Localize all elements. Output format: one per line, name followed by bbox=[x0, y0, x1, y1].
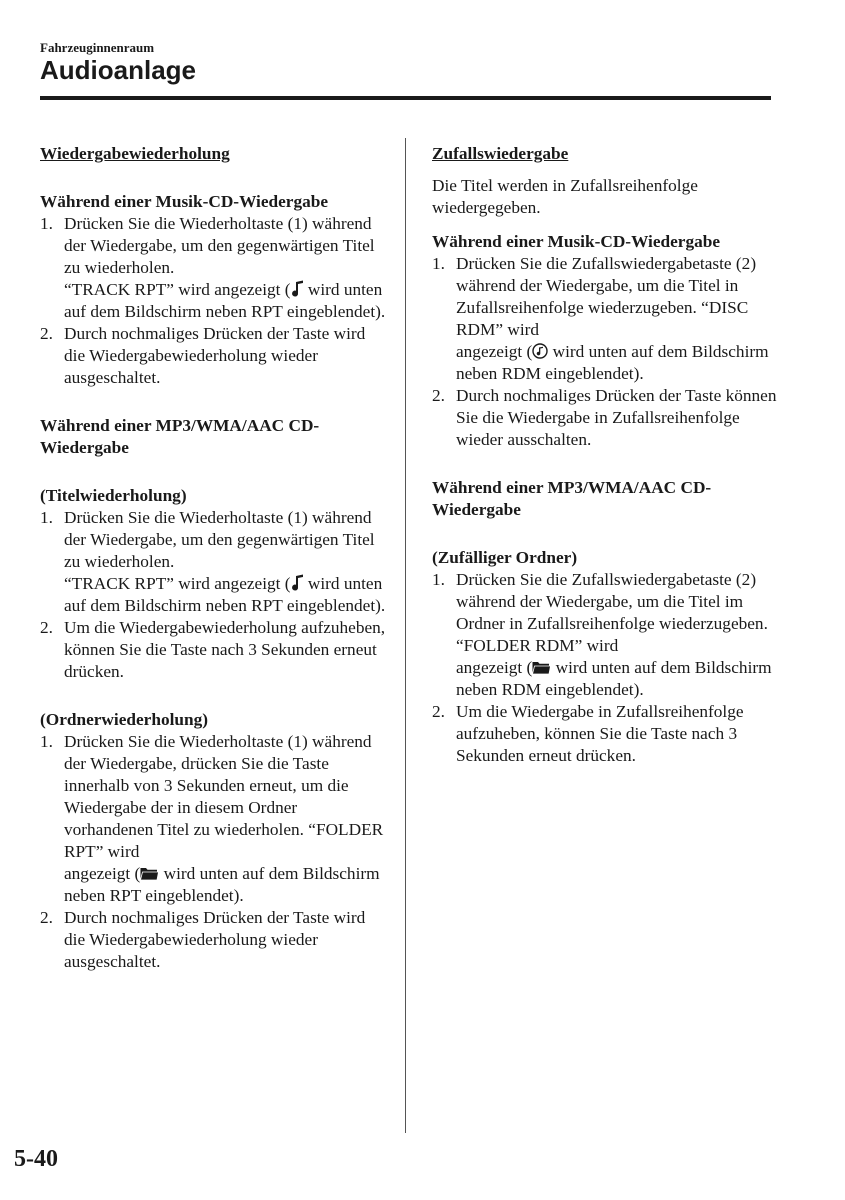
list-text: Um die Wiedergabe in Zufallsreihenfolge aufzuheben, können Sie die Taste nach 3 Sekunden erneut drücken. bbox=[456, 702, 744, 765]
step-text: Drücken Sie die Zufallswiedergabetaste (2) während der Wiedergabe, um die Titel im Ordner in Zufallsreihenfolge wiederzugeben. “FOLDER RDM” wird bbox=[456, 570, 768, 655]
list-number: 1. bbox=[40, 732, 53, 751]
subheading-music-cd: Während einer Musik-CD-Wiedergabe bbox=[432, 232, 721, 251]
folder-icon bbox=[532, 660, 551, 675]
step-text: wird unten auf dem Bildschirm neben RPT eingeblendet). bbox=[64, 280, 386, 321]
list-number: 2. bbox=[432, 386, 445, 405]
list-item bbox=[40, 617, 390, 683]
list-number: 1. bbox=[432, 254, 445, 273]
list-number: 2. bbox=[432, 702, 445, 721]
step-text: Drücken Sie die Wiederholtaste (1) während der Wiedergabe, um den gegenwärtigen Titel zu wiederholen. bbox=[64, 214, 375, 277]
step-text: angezeigt ( bbox=[456, 342, 533, 361]
step-text: Drücken Sie die Wiederholtaste (1) während der Wiedergabe, um den gegenwärtigen Titel zu wiederholen. bbox=[64, 508, 375, 571]
title-rule bbox=[40, 96, 771, 100]
steps-music-cd-repeat bbox=[40, 213, 390, 389]
step-text: angezeigt ( bbox=[456, 658, 533, 677]
list-item bbox=[40, 213, 390, 323]
list-number: 1. bbox=[40, 214, 53, 233]
step-text: “TRACK RPT” wird angezeigt ( bbox=[64, 280, 291, 299]
list-item bbox=[40, 731, 390, 907]
step-text: wird unten auf dem Bildschirm neben RDM eingeblendet). bbox=[456, 342, 769, 383]
intro-text: Die Titel werden in Zufallsreihenfolge wiedergegeben. bbox=[432, 176, 698, 217]
list-text: Durch nochmaliges Drücken der Taste wird die Wiedergabewiederholung wieder ausgeschaltet. bbox=[64, 908, 366, 971]
list-item bbox=[432, 569, 787, 701]
folder-icon bbox=[140, 866, 159, 881]
list-item bbox=[432, 701, 787, 767]
step-text: Drücken Sie die Wiederholtaste (1) während der Wiedergabe, drücken Sie die Taste innerhalb von 3 Sekunden erneut, um die Wiedergabe der in diesem Ordner vorhandenen Titel zu wiederholen. “FOLDER RPT” wird bbox=[64, 732, 384, 861]
music-note-icon bbox=[291, 574, 304, 591]
list-text: Um die Wiedergabewiederholung aufzuheben, können Sie die Taste nach 3 Sekunden erneut drücken. bbox=[64, 618, 386, 681]
list-text: Durch nochmaliges Drücken der Taste können Sie die Wiedergabe in Zufallsreihenfolge wieder ausschalten. bbox=[456, 386, 777, 449]
steps-music-cd-random bbox=[432, 253, 787, 451]
list-text bbox=[64, 507, 390, 617]
list-number: 2. bbox=[40, 618, 53, 637]
heading-repeat-playback: Wiedergabewiederholung bbox=[40, 144, 230, 163]
subheading-mp3-cd: Während einer MP3/WMA/AAC CD-Wiedergabe bbox=[40, 416, 320, 457]
subheading-folder-repeat: (Ordnerwiederholung) bbox=[40, 710, 209, 729]
step-text: wird unten auf dem Bildschirm neben RPT eingeblendet). bbox=[64, 574, 386, 615]
list-number: 2. bbox=[40, 908, 53, 927]
list-text bbox=[64, 731, 390, 907]
list-item bbox=[40, 507, 390, 617]
section-label: Fahrzeuginnenraum bbox=[40, 40, 155, 55]
list-text bbox=[456, 569, 787, 701]
heading-random-playback: Zufallswiedergabe bbox=[432, 144, 569, 163]
music-note-icon bbox=[291, 280, 304, 297]
subheading-random-folder: (Zufälliger Ordner) bbox=[432, 548, 578, 567]
right-column bbox=[432, 143, 787, 767]
list-item bbox=[432, 385, 787, 451]
list-text bbox=[456, 253, 787, 385]
left-column bbox=[40, 143, 390, 973]
list-item bbox=[432, 253, 787, 385]
step-text: angezeigt ( bbox=[64, 864, 141, 883]
subheading-mp3-cd: Während einer MP3/WMA/AAC CD-Wiedergabe bbox=[432, 478, 712, 519]
step-text: Drücken Sie die Zufallswiedergabetaste (2) während der Wiedergabe, um die Titel in Zufallsreihenfolge wiederzugeben. “DISC RDM” wird bbox=[456, 254, 757, 339]
list-number: 2. bbox=[40, 324, 53, 343]
list-text: Durch nochmaliges Drücken der Taste wird die Wiedergabewiederholung wieder ausgeschaltet. bbox=[64, 324, 366, 387]
step-text: wird unten auf dem Bildschirm neben RDM eingeblendet). bbox=[456, 658, 772, 699]
list-text bbox=[64, 213, 390, 323]
steps-random-folder bbox=[432, 569, 787, 767]
list-item bbox=[40, 907, 390, 973]
list-number: 1. bbox=[40, 508, 53, 527]
subheading-music-cd: Während einer Musik-CD-Wiedergabe bbox=[40, 192, 329, 211]
column-divider bbox=[405, 138, 406, 1133]
step-text: “TRACK RPT” wird angezeigt ( bbox=[64, 574, 291, 593]
page-number: 5-40 bbox=[14, 1146, 58, 1172]
list-number: 1. bbox=[432, 570, 445, 589]
page-title: Audioanlage bbox=[40, 55, 197, 85]
list-item bbox=[40, 323, 390, 389]
steps-folder-repeat bbox=[40, 731, 390, 973]
step-text: wird unten auf dem Bildschirm neben RPT eingeblendet). bbox=[64, 864, 380, 905]
subheading-track-repeat: (Titelwiederholung) bbox=[40, 486, 187, 505]
steps-track-repeat bbox=[40, 507, 390, 683]
disc-icon bbox=[532, 343, 548, 359]
